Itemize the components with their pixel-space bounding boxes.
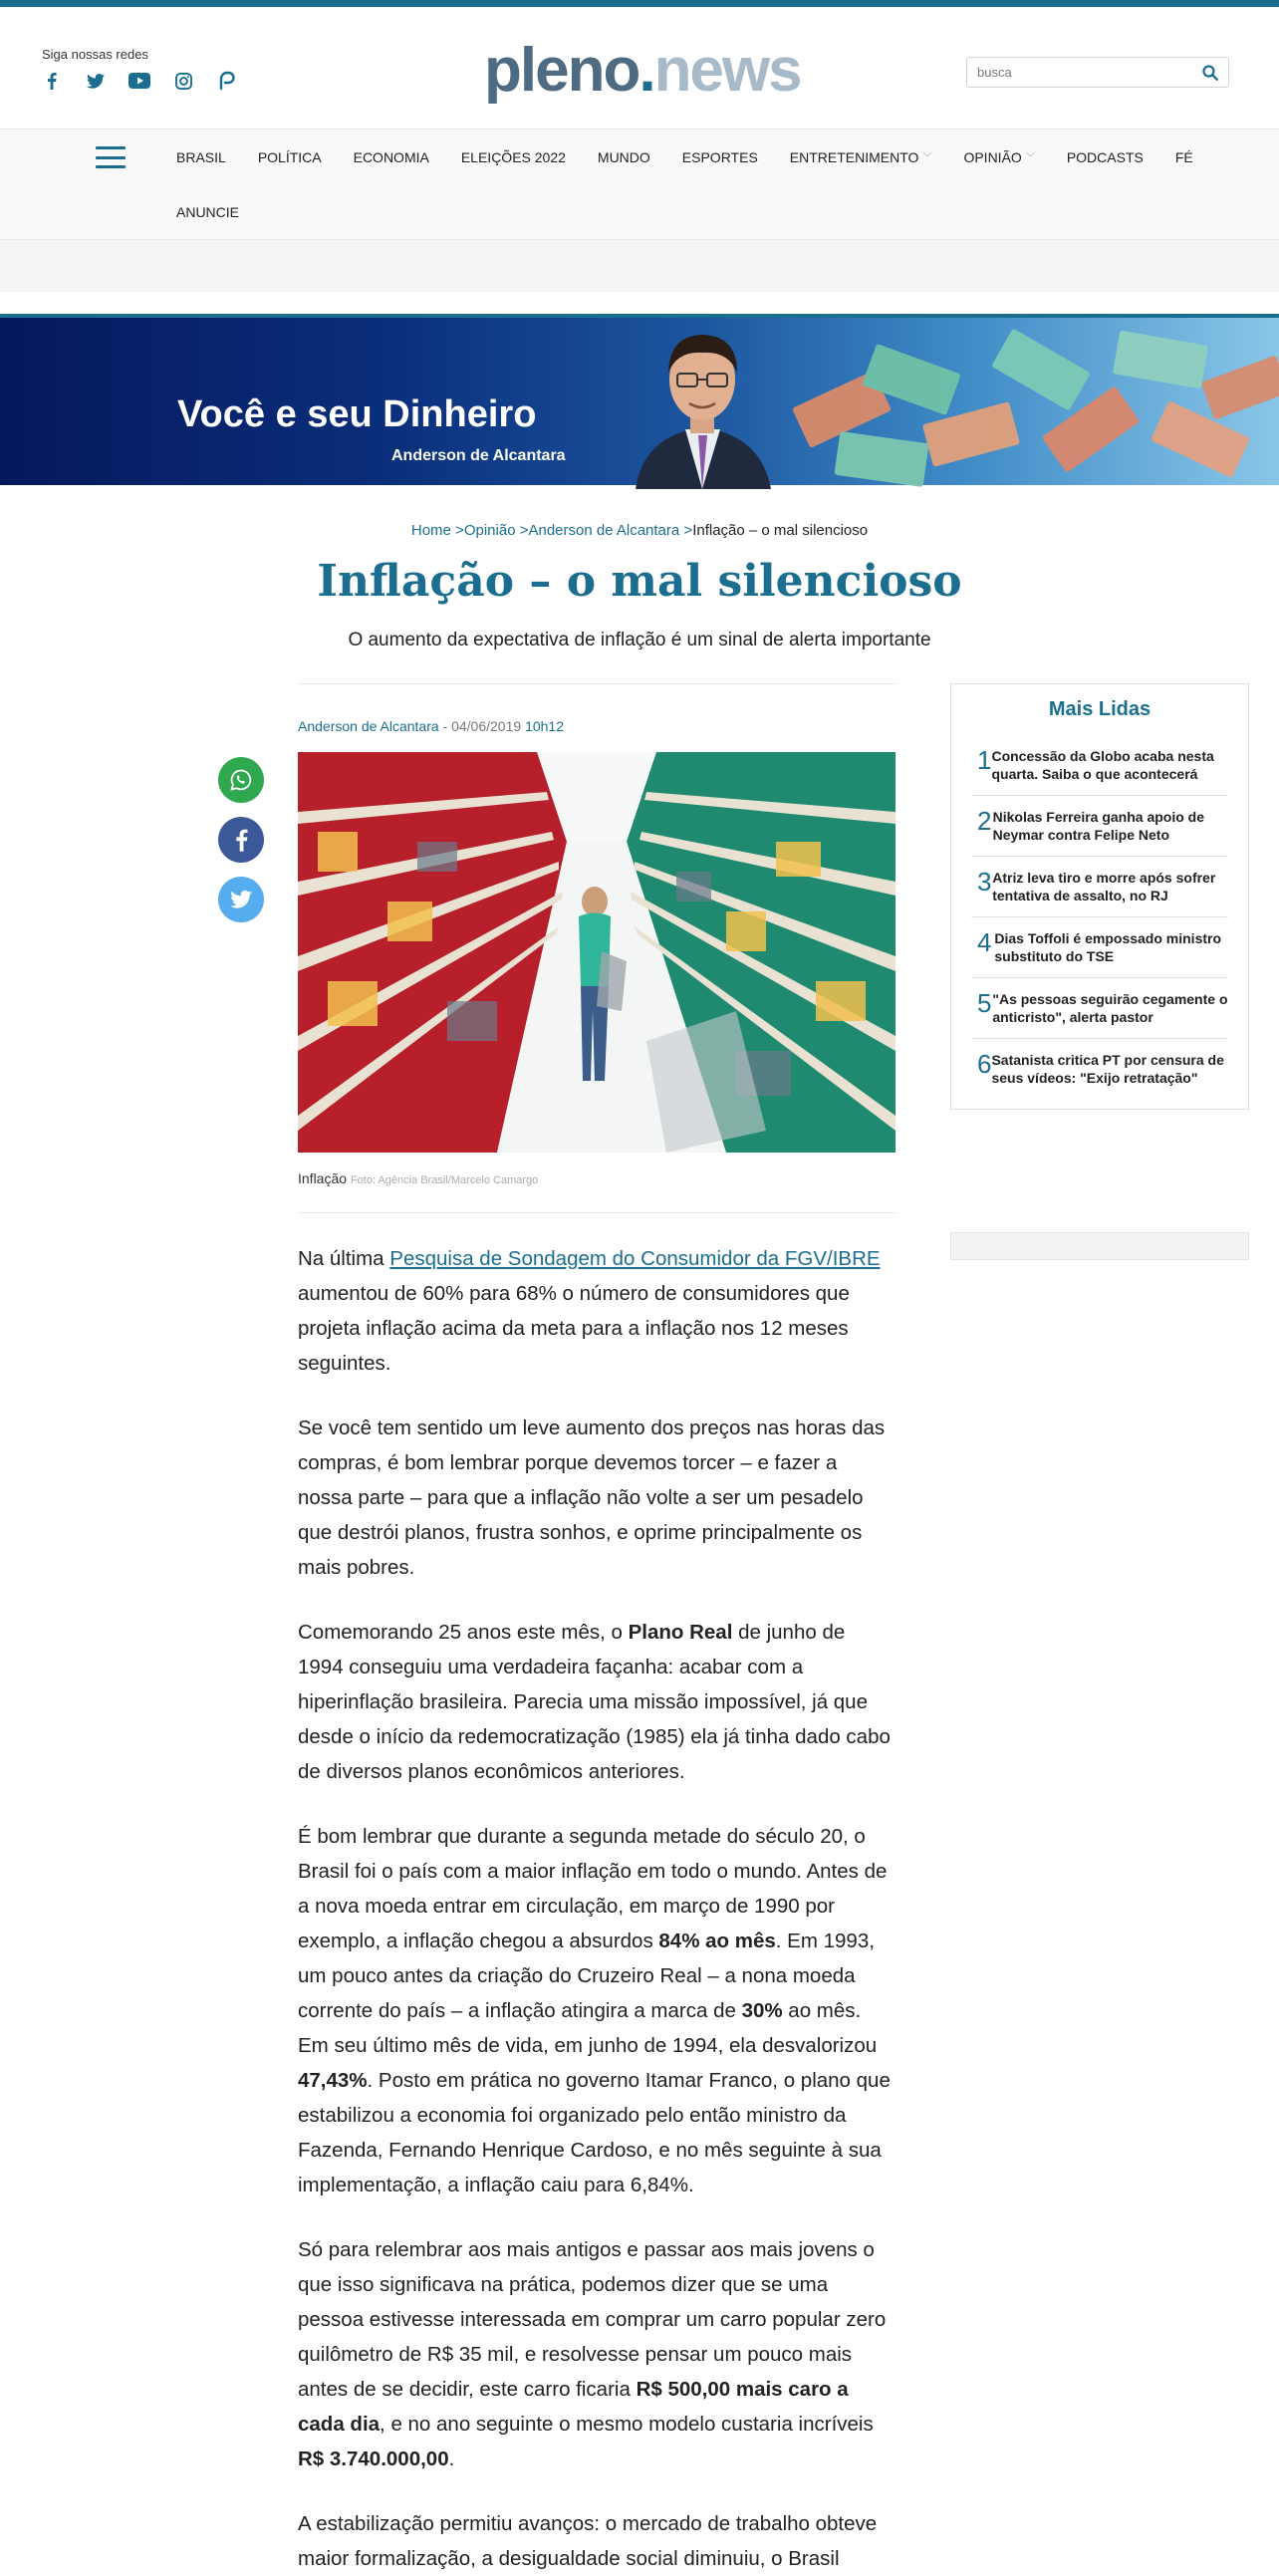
facebook-share-button[interactable] — [218, 817, 264, 863]
nav-menu — [176, 129, 1193, 239]
banner-title: Você e seu Dinheiro — [177, 393, 537, 435]
site-header — [0, 7, 1279, 129]
column-banner — [0, 314, 1279, 485]
article-time: 10h12 — [525, 718, 564, 734]
article-paragraph: Se você tem sentido um leve aumento dos preços nas horas das compras, é bom lembrar porque devemos torcer – e fazer a nossa parte – para que a inflação não volte a ser um pesadelo que destrói planos, frustra sonhos, e oprime principalmente os mais pobres. — [298, 1417, 886, 1579]
most-read-item[interactable]: 3 Atriz leva tiro e morre após sofrer tentativa de assalto, no RJ — [971, 857, 1228, 917]
nav-item-opiniao[interactable]: OPINIÃO ﹀ — [963, 148, 1035, 165]
fgv-survey-link[interactable]: Pesquisa de Sondagem do Consumidor da FGV/IBRE — [389, 1247, 881, 1270]
nav-item-anuncie[interactable]: ANUNCIE — [176, 203, 240, 220]
nav-item-economia[interactable]: ECONOMIA — [353, 148, 429, 165]
divider — [298, 1212, 895, 1213]
most-read-item[interactable]: 2 Nikolas Ferreira ganha apoio de Neymar contra Felipe Neto — [971, 796, 1228, 857]
breadcrumb-author[interactable]: Anderson de Alcantara — [528, 522, 680, 539]
nav-item-mundo[interactable]: MUNDO — [597, 148, 650, 165]
most-read-item[interactable]: 5 "As pessoas seguirão cegamente o anticristo", alerta pastor — [971, 978, 1228, 1039]
chevron-down-icon: ﹀ — [1025, 152, 1035, 162]
article-paragraph: Na última Pesquisa de Sondagem do Consumidor da FGV/IBRE aumentou de 60% para 68% o número de consumidores que projeta inflação acima da meta para a inflação nos 12 meses seguintes. — [298, 1247, 881, 1375]
instagram-icon[interactable] — [173, 71, 193, 91]
nav-row — [176, 184, 1133, 239]
photo-caption: Inflação Foto: Agência Brasil/Marcelo Camargo — [298, 1170, 539, 1186]
photo-credit: Foto: Agência Brasil/Marcelo Camargo — [350, 1174, 539, 1186]
main-navigation — [0, 129, 1279, 240]
article-title: Inflação – o mal silencioso — [317, 556, 962, 607]
breadcrumb-home[interactable]: Home — [410, 522, 451, 539]
article-paragraph: A estabilização permitiu avanços: o mercado de trabalho obteve maior formalização, a desigualdade social diminuiu, o Brasil — [298, 2512, 878, 2570]
breadcrumb-current: Inflação – o mal silencioso — [692, 522, 869, 539]
author-portrait-image — [626, 318, 780, 489]
article-author-link[interactable]: Anderson de Alcantara — [298, 718, 439, 734]
article-paragraph: Só para relembrar aos mais antigos e passar aos mais jovens o que isso significava na prática, podemos dizer que se uma pessoa estivesse interessada em comprar um carro popular zero quilômetro de R$ 35 mil, e resolvesse pensar um pouco mais antes de se decidir, este carro ficaria R$ 500,00 mais caro a cada dia, e no ano seguinte o mesmo modelo custaria incríveis R$ 3.740.000,00. — [298, 2238, 887, 2470]
divider — [298, 683, 895, 684]
search-box — [966, 57, 1229, 88]
youtube-icon[interactable] — [129, 71, 149, 91]
chevron-down-icon: ﹀ — [922, 152, 932, 162]
parler-icon[interactable] — [217, 71, 237, 91]
article-photo[interactable] — [298, 752, 895, 1153]
breadcrumb-section[interactable]: Opinião — [463, 522, 516, 539]
most-read-widget — [950, 683, 1249, 1110]
nav-item-brasil[interactable]: BRASIL — [176, 148, 226, 165]
article-subtitle: O aumento da expectativa de inflação é um sinal de alerta importante — [348, 630, 931, 650]
search-input[interactable] — [967, 58, 1186, 87]
site-logo[interactable]: pleno.news — [484, 36, 801, 105]
nav-item-esportes[interactable]: ESPORTES — [681, 148, 758, 165]
article-paragraph: Comemorando 25 anos este mês, o Plano Real de junho de 1994 conseguiu uma verdadeira façanha: acabar com a hiperinflação brasileira. Parecia uma missão impossível, já que desde o início da redemocratização (1985) ela já tinha dado cabo de diversos planos econômicos anteriores. — [298, 1621, 891, 1783]
most-read-title: Mais Lidas — [1048, 698, 1151, 720]
sidebar-ad-space — [950, 1232, 1249, 1260]
social-label: Siga nossas redes — [42, 47, 148, 62]
nav-item-podcasts[interactable]: PODCASTS — [1066, 148, 1144, 165]
social-links — [42, 71, 237, 91]
ad-space — [0, 240, 1279, 292]
article — [298, 683, 895, 2576]
article-body — [298, 1241, 895, 2576]
share-buttons — [218, 757, 264, 922]
twitter-share-button[interactable] — [218, 877, 264, 922]
money-bills-image — [777, 318, 1279, 489]
nav-item-fe[interactable]: FÉ — [1174, 148, 1193, 165]
most-read-item[interactable]: 6 Satanista critica PT por censura de seus vídeos: "Exijo retratação" — [977, 1049, 1224, 1086]
nav-row — [176, 129, 1193, 184]
search-icon[interactable] — [1202, 65, 1218, 81]
facebook-icon — [235, 828, 248, 852]
breadcrumb: Home >Opinião >Anderson de Alcantara >Inflação – o mal silencioso — [410, 522, 869, 539]
article-meta — [298, 718, 895, 734]
nav-item-politica[interactable]: POLÍTICA — [257, 148, 322, 165]
supermarket-aisle-image — [298, 752, 895, 1153]
nav-item-entretenimento[interactable]: ENTRETENIMENTO ﹀ — [789, 148, 932, 165]
article-date: - 04/06/2019 — [438, 718, 526, 734]
nav-item-eleicoes-2022[interactable]: ELEIÇÕES 2022 — [460, 148, 566, 165]
whatsapp-icon — [229, 768, 253, 792]
facebook-icon[interactable] — [42, 71, 62, 91]
article-paragraph: É bom lembrar que durante a segunda metade do século 20, o Brasil foi o país com a maior inflação em todo o mundo. Antes de a nova moeda entrar em circulação, em março de 1990 por exemplo, a inflação chegou a absurdos 84% ao mês. Em 1993, um pouco antes da criação do Cruzeiro Real – a nona moeda corrente do país – a inflação atingira a marca de 30% ao mês. Em seu último mês de vida, em junho de 1994, ela desvalorizou 47,43%. Posto em prática no governo Itamar Franco, o plano que estabilizou a economia foi organizado pelo então ministro da Fazenda, Fernando Henrique Cardoso, e no mês seguinte à sua implementação, a inflação caiu para 6,84%. — [298, 1825, 891, 2196]
hamburger-menu-icon[interactable] — [96, 146, 126, 168]
whatsapp-share-button[interactable] — [218, 757, 264, 803]
banner-author: Anderson de Alcantara — [391, 447, 566, 464]
most-read-item[interactable]: 4 Dias Toffoli é empossado ministro substituto do TSE — [971, 917, 1228, 978]
top-accent-bar — [0, 0, 1279, 7]
most-read-item[interactable]: 1 Concessão da Globo acaba nesta quarta. Saiba o que acontecerá — [971, 735, 1228, 796]
twitter-icon[interactable] — [86, 71, 106, 91]
twitter-icon — [230, 891, 252, 908]
